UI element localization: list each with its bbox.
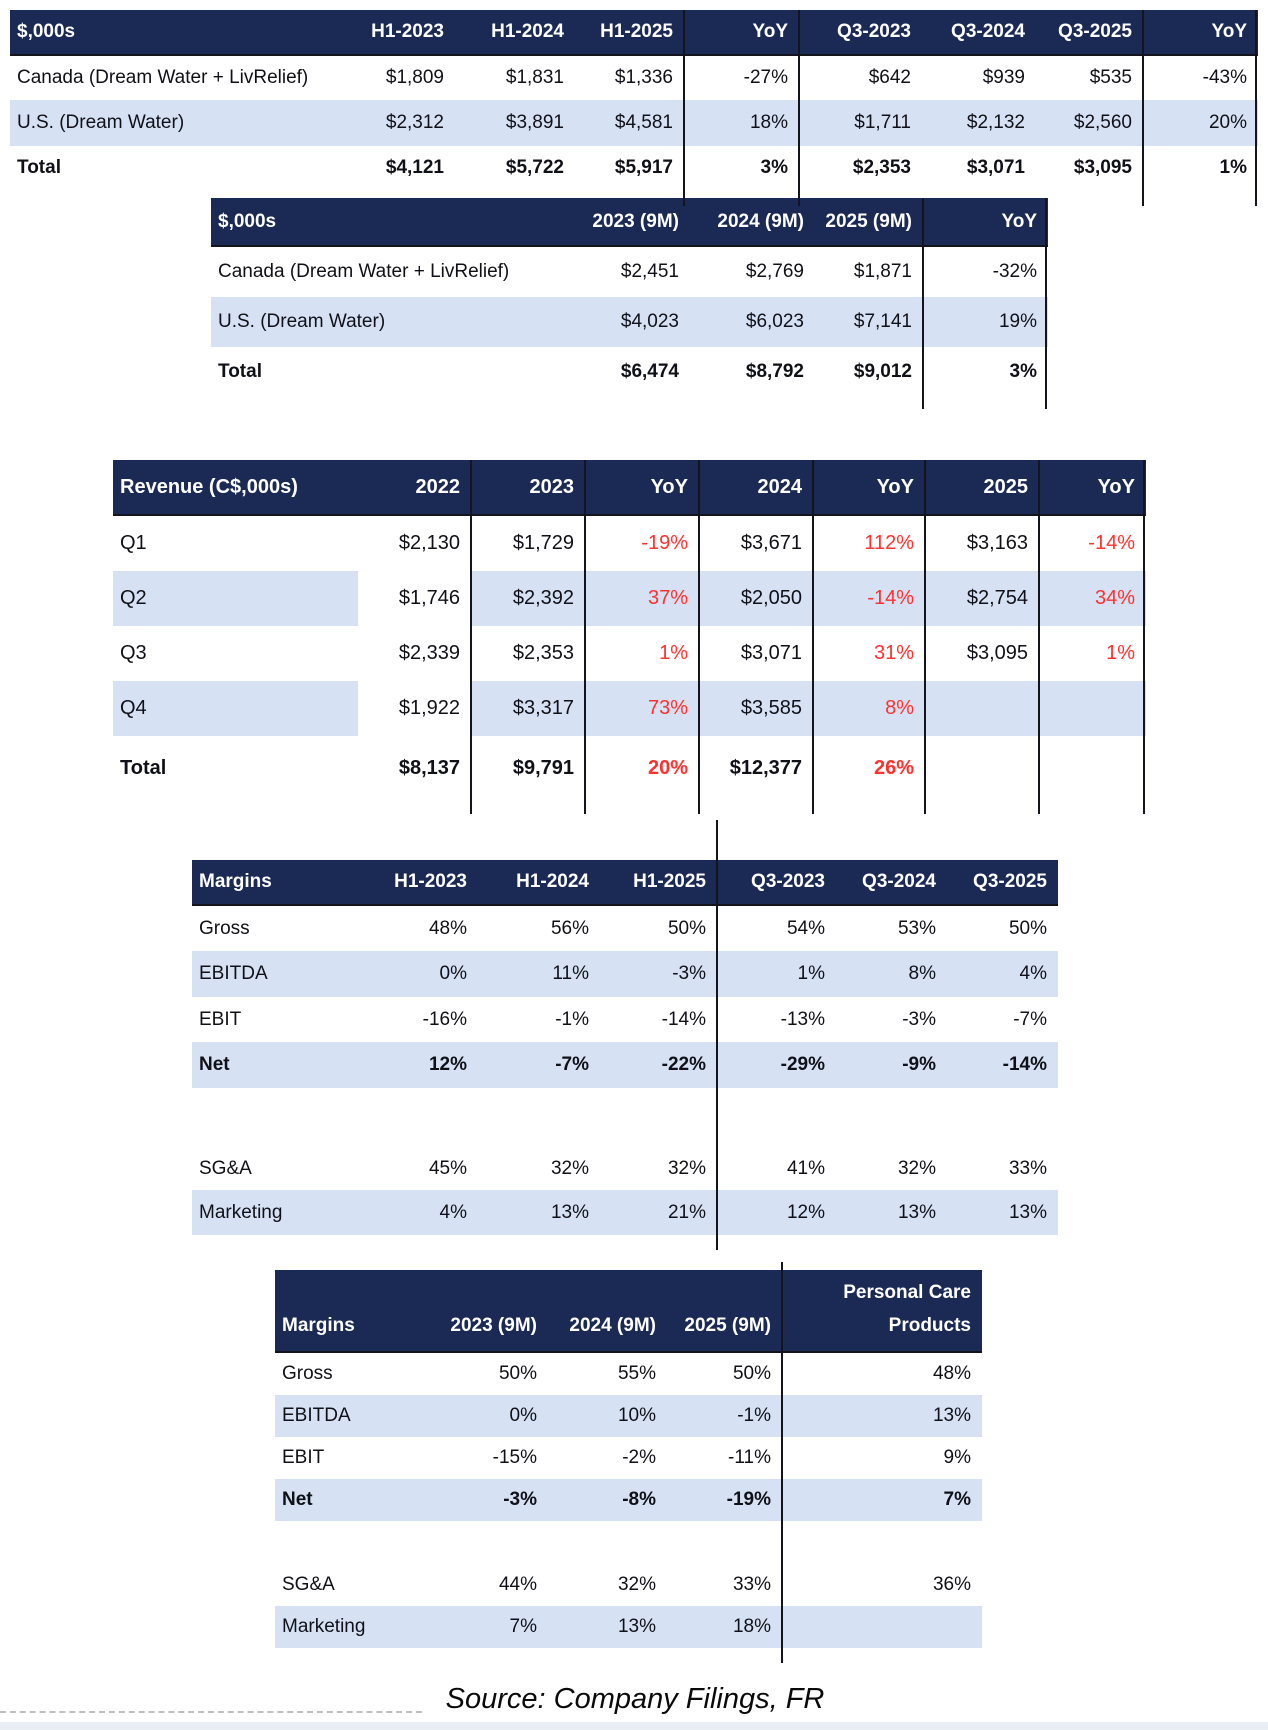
table-cell: $2,339	[398, 642, 460, 664]
table-cell: 1%	[1219, 157, 1247, 178]
table-cell	[1039, 681, 1146, 736]
table-cell: 33%	[732, 1574, 771, 1595]
table-cell: -8%	[622, 1489, 656, 1510]
row-label: U.S. (Dream Water)	[17, 112, 185, 133]
row-label: Q1	[120, 532, 147, 554]
table-cell: $2,312	[385, 112, 444, 133]
table-cell: $2,769	[745, 261, 804, 282]
table-cell: $2,130	[398, 532, 460, 554]
table-cell: 4%	[439, 1201, 467, 1223]
table-cell: $3,071	[966, 157, 1025, 178]
table-cell: 9%	[943, 1447, 971, 1468]
table-cell: 10%	[617, 1405, 656, 1426]
table-cell: 48%	[428, 917, 467, 939]
table-cell: -14%	[661, 1008, 706, 1030]
column-header: H1-2023	[394, 871, 467, 892]
table-cell: -13%	[780, 1008, 825, 1030]
column-header: 2024 (9M)	[717, 210, 804, 232]
table-cell: 1%	[1106, 642, 1135, 664]
table-cell: 13%	[550, 1201, 589, 1223]
table-cell: 3%	[760, 157, 788, 178]
table-row	[192, 1042, 1058, 1088]
table-cell	[1039, 736, 1146, 800]
table-cell: 32%	[667, 1158, 706, 1179]
table-cell: $2,560	[1073, 112, 1132, 133]
table-row	[10, 146, 1258, 190]
table-cell: $7,141	[853, 311, 912, 332]
table-cell: $1,871	[853, 261, 912, 282]
table-cell: 41%	[786, 1158, 825, 1179]
column-header: H1-2023	[371, 21, 444, 42]
row-label: Canada (Dream Water + LivRelief)	[17, 67, 309, 88]
table-cell: 44%	[498, 1574, 537, 1595]
table-cell: -1%	[737, 1405, 771, 1426]
table-cell: $2,132	[966, 112, 1025, 133]
table-title: Revenue (C$,000s)	[120, 475, 298, 498]
table-cell: -43%	[1202, 67, 1247, 88]
table-cell: 8%	[885, 697, 914, 719]
column-header: Q3-2023	[837, 21, 911, 42]
table-cell: 13%	[1008, 1201, 1047, 1223]
column-header: H1-2024	[491, 21, 564, 42]
table-cell: -9%	[902, 1054, 936, 1075]
table-cell: $2,353	[852, 157, 911, 178]
table-cell: 31%	[873, 642, 914, 664]
table-cell: -3%	[503, 1489, 537, 1510]
table-row	[10, 56, 1258, 100]
table-cell	[925, 736, 1039, 800]
column-header: 2023 (9M)	[450, 1315, 537, 1336]
column-divider	[698, 460, 700, 814]
table-cell: 45%	[428, 1158, 467, 1179]
table-cell: 32%	[617, 1574, 656, 1595]
column-header: 2023	[529, 475, 574, 498]
table-cell: 112%	[864, 532, 914, 554]
table-cell	[925, 681, 1039, 736]
table-title: Margins	[199, 871, 272, 892]
table-cell: $1,336	[614, 67, 673, 88]
column-divider	[716, 820, 718, 1250]
row-label: U.S. (Dream Water)	[218, 311, 386, 332]
table-cell: 34%	[1094, 587, 1135, 609]
column-divider	[812, 460, 814, 814]
column-header: Q3-2024	[862, 871, 936, 892]
table-cell: 0%	[509, 1405, 537, 1426]
table-cell: $1,711	[854, 112, 911, 133]
column-header: 2023 (9M)	[592, 210, 679, 232]
row-label: Gross	[199, 917, 250, 939]
column-header: Q3-2025	[973, 871, 1047, 892]
column-header: 2025	[983, 475, 1028, 498]
row-label: EBITDA	[282, 1405, 351, 1426]
row-label: Total	[120, 756, 167, 779]
table-cell: 26%	[873, 756, 914, 779]
row-label: Q3	[120, 642, 147, 664]
row-label: EBIT	[282, 1447, 325, 1468]
table-row	[113, 571, 1146, 626]
table-cell: -3%	[902, 1008, 936, 1030]
row-label: Q2	[120, 587, 147, 609]
table-cell: $1,809	[385, 67, 444, 88]
table-cell: 50%	[667, 917, 706, 939]
table-cell: -19%	[726, 1489, 771, 1510]
column-header: H1-2025	[633, 871, 706, 892]
table-cell: -32%	[992, 261, 1037, 282]
column-header: YoY	[876, 475, 914, 498]
table-cell: -22%	[661, 1054, 706, 1075]
table-cell: $9,791	[512, 756, 574, 779]
table-cell	[782, 1606, 982, 1648]
row-label: Net	[282, 1489, 313, 1510]
column-divider	[781, 1262, 783, 1663]
table-cell: 13%	[932, 1405, 971, 1426]
column-header: Q3-2024	[951, 21, 1025, 42]
column-header: 2022	[415, 475, 460, 498]
table-cell: 18%	[732, 1616, 771, 1637]
table-cell: $4,581	[614, 112, 673, 133]
bottom-edge-strip	[0, 1722, 1268, 1730]
table-cell: 73%	[647, 697, 688, 719]
table-cell: 53%	[897, 917, 936, 939]
table-row	[192, 951, 1058, 997]
table-cell: $5,722	[505, 157, 564, 178]
table-cell: $2,451	[620, 261, 679, 282]
table-cell: -14%	[1088, 532, 1135, 554]
table-cell: 55%	[617, 1363, 656, 1384]
table-cell: $5,917	[614, 157, 673, 178]
table-row	[275, 1564, 982, 1606]
table-row	[275, 1395, 982, 1437]
table-cell: 19%	[998, 311, 1037, 332]
table-cell: 32%	[897, 1158, 936, 1179]
table-cell: $9,012	[853, 361, 912, 382]
spacer-row	[275, 1521, 982, 1564]
column-header: YoY	[1097, 475, 1135, 498]
table-cell: 11%	[552, 963, 589, 984]
table-cell: $3,071	[740, 642, 802, 664]
table-row	[10, 100, 1258, 146]
table-row	[275, 1437, 982, 1479]
table-cell: $1,729	[512, 532, 574, 554]
table-cell: -16%	[422, 1008, 467, 1030]
table-cell: 8%	[908, 963, 936, 984]
table-cell: $2,392	[512, 587, 574, 609]
table-cell: $3,095	[966, 642, 1028, 664]
table-cell: $6,474	[620, 361, 679, 382]
table-cell: 18%	[749, 112, 788, 133]
table-cell: -27%	[743, 67, 788, 88]
table-title: $,000s	[17, 21, 76, 42]
table-header-row	[192, 860, 1058, 906]
table-cell: 3%	[1009, 361, 1037, 382]
row-label: Canada (Dream Water + LivRelief)	[218, 261, 510, 282]
column-header: 2025 (9M)	[684, 1315, 771, 1336]
column-divider	[922, 198, 924, 409]
table-header-row	[10, 10, 1258, 56]
column-divider	[1142, 10, 1144, 206]
table-cell: -3%	[672, 963, 706, 984]
table-cell: 4%	[1019, 963, 1047, 984]
table-title: $,000s	[218, 210, 277, 232]
table-cell: -2%	[622, 1447, 656, 1468]
table-row	[275, 1353, 982, 1395]
table-row	[113, 626, 1146, 681]
table-row	[113, 736, 1146, 800]
column-divider	[1038, 460, 1040, 814]
row-label: Marketing	[199, 1201, 283, 1223]
table-cell: $3,891	[505, 112, 564, 133]
column-header: 2024 (9M)	[569, 1315, 656, 1336]
table-row	[275, 1479, 982, 1521]
table-cell: 21%	[667, 1201, 706, 1223]
table-cell: 48%	[932, 1363, 971, 1384]
table-cell: 37%	[647, 587, 688, 609]
column-divider	[1143, 460, 1145, 814]
table-cell: $1,831	[505, 67, 564, 88]
table-row	[192, 906, 1058, 951]
table-cell: 0%	[439, 963, 467, 984]
table-cell: $12,377	[729, 756, 802, 779]
table-cell: 36%	[932, 1574, 971, 1595]
table-header-row	[113, 460, 1146, 516]
column-header: 2025 (9M)	[825, 210, 912, 232]
table-cell: -7%	[555, 1054, 589, 1075]
row-label: Gross	[282, 1363, 333, 1384]
column-divider	[1255, 10, 1257, 206]
column-divider	[1045, 198, 1047, 409]
table-cell: $3,095	[1073, 157, 1132, 178]
table-cell: $535	[1089, 67, 1132, 88]
table-title: Margins	[282, 1315, 355, 1336]
table-row	[113, 516, 1146, 571]
column-header: Q3-2025	[1058, 21, 1132, 42]
column-divider	[470, 460, 472, 814]
column-header-line: Personal Care	[843, 1282, 971, 1303]
spacer-row	[192, 1088, 1058, 1148]
table-cell: 20%	[647, 756, 688, 779]
table-row	[275, 1606, 982, 1648]
column-header: H1-2025	[600, 21, 673, 42]
table-cell: -15%	[492, 1447, 537, 1468]
table-cell: 13%	[617, 1616, 656, 1637]
column-header: YoY	[1001, 210, 1037, 232]
table-cell: $2,754	[966, 587, 1028, 609]
column-header: YoY	[1211, 21, 1247, 42]
column-divider	[924, 460, 926, 814]
table-cell: 50%	[1008, 917, 1047, 939]
table-cell: $3,671	[740, 532, 802, 554]
table-cell: $3,317	[512, 697, 574, 719]
row-label: SG&A	[199, 1158, 252, 1179]
table-cell: $642	[868, 67, 911, 88]
table-row	[192, 1148, 1058, 1190]
column-header: YoY	[650, 475, 688, 498]
table-cell: $8,137	[398, 756, 460, 779]
table-cell: 20%	[1208, 112, 1247, 133]
table-cell: -19%	[641, 532, 688, 554]
table-cell: 13%	[897, 1201, 936, 1223]
table-cell: 12%	[786, 1201, 825, 1223]
row-label: Q4	[120, 697, 147, 719]
row-label: EBIT	[199, 1008, 242, 1030]
row-label: Marketing	[282, 1616, 366, 1637]
column-divider	[584, 460, 586, 814]
column-divider	[798, 10, 800, 206]
table-cell: $1,922	[358, 681, 471, 736]
table-cell: 7%	[943, 1489, 971, 1510]
table-cell: -1%	[555, 1008, 589, 1030]
table-cell: 7%	[509, 1616, 537, 1637]
column-divider	[683, 10, 685, 206]
column-header: 2024	[757, 475, 802, 498]
table-cell: $1,746	[358, 571, 471, 626]
table-cell: $4,121	[385, 157, 444, 178]
table-cell: -14%	[1002, 1054, 1047, 1075]
table-cell: $6,023	[745, 311, 804, 332]
row-label: SG&A	[282, 1574, 335, 1595]
row-label: EBITDA	[199, 963, 268, 984]
table-cell: $3,163	[966, 532, 1028, 554]
source-note: Source: Company Filings, FR	[445, 1683, 825, 1715]
table-cell: 32%	[550, 1158, 589, 1179]
row-label: Net	[199, 1054, 230, 1075]
table-cell: $4,023	[620, 311, 679, 332]
row-label: Total	[218, 361, 262, 382]
table-cell: $3,585	[740, 697, 802, 719]
table-cell: 12%	[428, 1054, 467, 1075]
column-header: Q3-2023	[751, 871, 825, 892]
table-cell: 54%	[786, 917, 825, 939]
table-cell: 1%	[659, 642, 688, 664]
column-header-personal-care	[782, 1270, 982, 1351]
table-row	[113, 681, 1146, 736]
row-label: Total	[17, 157, 61, 178]
table-cell: -14%	[867, 587, 914, 609]
table-cell: -11%	[728, 1447, 771, 1468]
column-header: YoY	[752, 21, 788, 42]
table-cell: 1%	[797, 963, 825, 984]
table-header-row	[275, 1270, 982, 1353]
table-cell: 50%	[498, 1363, 537, 1384]
table-cell: 56%	[550, 917, 589, 939]
table-cell: $2,353	[512, 642, 574, 664]
column-header: H1-2024	[516, 871, 589, 892]
table-cell: 33%	[1008, 1158, 1047, 1179]
table-cell: 50%	[732, 1363, 771, 1384]
table-row	[192, 997, 1058, 1042]
table-cell: $8,792	[745, 361, 804, 382]
table-cell: $939	[982, 67, 1025, 88]
table-cell: $2,050	[740, 587, 802, 609]
table-cell: -29%	[780, 1054, 825, 1075]
table-cell: -7%	[1013, 1008, 1047, 1030]
column-header-line: Products	[888, 1315, 971, 1336]
table-row	[192, 1190, 1058, 1235]
